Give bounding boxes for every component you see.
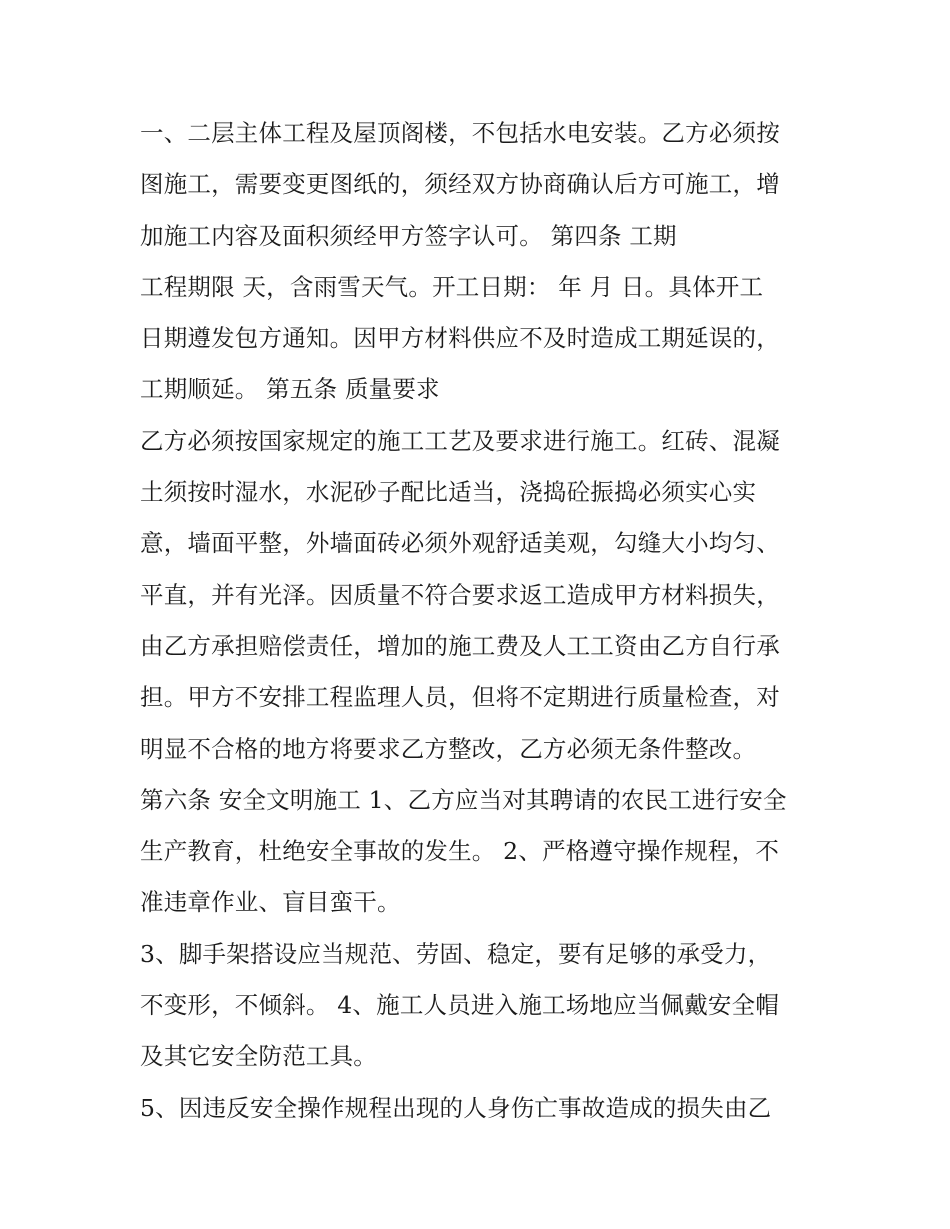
- text-line: 工程期限 天，含雨雪天气。开工日期： 年 月 日。具体开工: [140, 272, 764, 301]
- text-line: 平直，并有光泽。因质量不符合要求返工造成甲方材料损失，: [140, 580, 780, 609]
- document-body: [140, 108, 830, 1134]
- text-line: 第六条 安全文明施工 1、乙方应当对其聘请的农民工进行安全: [140, 785, 787, 814]
- text-line: 一、二层主体工程及屋顶阁楼，不包括水电安装。乙方必须按: [140, 119, 780, 147]
- text-line: 担。甲方不安排工程监理人员，但将不定期进行质量检查，对: [140, 683, 780, 712]
- text-line: 日期遵发包方通知。因甲方材料供应不及时造成工期延误的，: [140, 324, 780, 353]
- text-line: 准违章作业、盲目蛮干。: [140, 888, 401, 917]
- text-line: 图施工，需要变更图纸的，须经双方协商确认后方可施工，增: [140, 170, 780, 199]
- text-line: 5、因违反安全操作规程出现的人身伤亡事故造成的损失由乙: [140, 1093, 772, 1122]
- text-line: 3、脚手架搭设应当规范、劳固、稳定，要有足够的承受力，: [140, 939, 772, 968]
- text-line: 由乙方承担赔偿责任，增加的施工费及人工工资由乙方自行承: [140, 631, 780, 660]
- text-line: 意，墙面平整，外墙面砖必须外观舒适美观，勾缝大小均匀、: [140, 529, 780, 558]
- text-line: 明显不合格的地方将要求乙方整改，乙方必须无条件整改。: [140, 734, 757, 763]
- text-line: 工期顺延。 第五条 质量要求: [140, 375, 440, 404]
- text-line: 不变形，不倾斜。 4、施工人员进入施工场地应当佩戴安全帽: [140, 991, 780, 1020]
- text-line: 加施工内容及面积须经甲方签字认可。 第四条 工期: [140, 221, 677, 250]
- text-line: 乙方必须按国家规定的施工工艺及要求进行施工。红砖、混凝: [140, 426, 780, 455]
- text-line: 及其它安全防范工具。: [140, 1042, 377, 1071]
- text-line: 生产教育，杜绝安全事故的发生。 2、严格遵守操作规程，不: [140, 837, 780, 866]
- text-line: 土须按时湿水，水泥砂子配比适当，浇捣砼振捣必须实心实: [140, 478, 757, 507]
